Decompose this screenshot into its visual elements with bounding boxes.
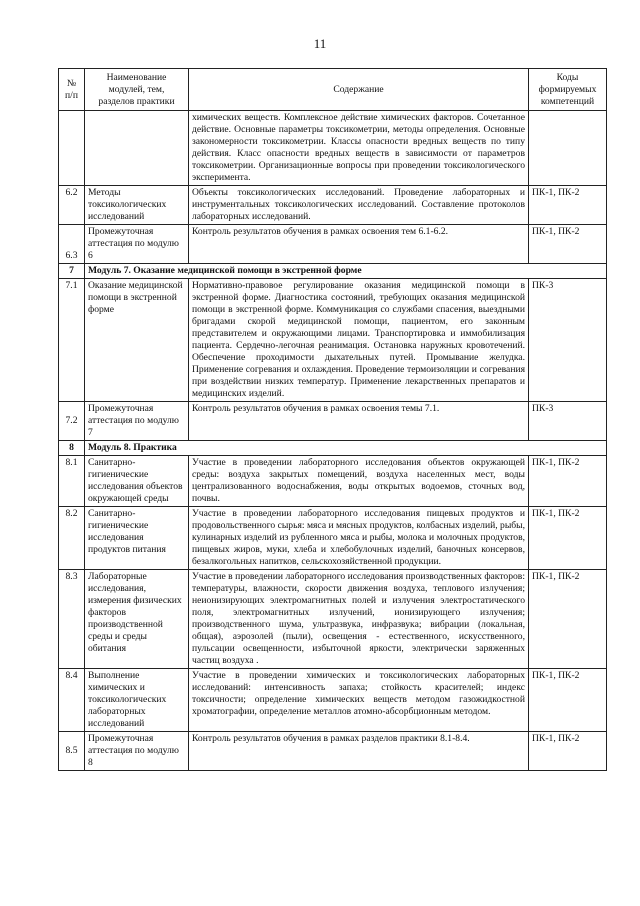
header-content: Содержание xyxy=(189,69,529,111)
row-name: Методы токсикологических исследований xyxy=(85,186,189,225)
row-content: Участие в проведении лабораторного исследования объектов окружающей среды: воздуха закрытых помещений, воздуха населенных мест, воды централизованного водоснабжения, воды открытых водоемов, сточных вод, почвы. xyxy=(189,456,529,507)
module-title: Модуль 8. Практика xyxy=(85,441,607,456)
header-codes: Коды формируемых компетенций xyxy=(529,69,607,111)
row-content: Объекты токсикологических исследований. Проведение лабораторных и инструментальных токсикологических исследований. Составление протоколов лабораторных исследований. xyxy=(189,186,529,225)
table-header xyxy=(59,69,607,111)
row-name xyxy=(85,111,189,186)
table-row xyxy=(59,402,607,441)
row-num: 8.1 xyxy=(59,456,85,507)
row-codes: ПК-1, ПК-2 xyxy=(529,225,607,264)
module-title: Модуль 7. Оказание медицинской помощи в экстренной форме xyxy=(85,264,607,279)
row-content: Нормативно-правовое регулирование оказания медицинской помощи в экстренной форме. Диагностика состояний, требующих оказания медицинской помощи в экстренной форме. Коммуникация со службами спасения, выездными бригадами скорой медицинской помощи, пациентом, его законным представителем и окружающими лицами. Транспортировка и иммобилизация пациента. Сердечно-легочная реанимация. Остановка наружных кровотечений. Обеспечение проходимости дыхательных путей. Промывание желудка. Применение согревания и охлаждения. Проведение термоизоляции и согревания при воздействии низких температур. Применение лекарственных препаратов и медицинских изделий. xyxy=(189,279,529,402)
table-row xyxy=(59,732,607,771)
row-num: 8.2 xyxy=(59,507,85,570)
row-codes: ПК-1, ПК-2 xyxy=(529,732,607,771)
row-codes: ПК-3 xyxy=(529,402,607,441)
row-num: 7.2 xyxy=(59,402,85,441)
table-row xyxy=(59,669,607,732)
row-name: Лабораторные исследования, измерения физических факторов производственной среды и среды обитания xyxy=(85,570,189,669)
row-num: 6.2 xyxy=(59,186,85,225)
row-name: Санитарно-гигиенические исследования продуктов питания xyxy=(85,507,189,570)
row-num: 8.5 xyxy=(59,732,85,771)
row-name: Промежуточная аттестация по модулю 8 xyxy=(85,732,189,771)
module-num: 7 xyxy=(59,264,85,279)
row-num: 8.4 xyxy=(59,669,85,732)
row-codes: ПК-1, ПК-2 xyxy=(529,507,607,570)
row-content: Участие в проведении лабораторного исследования пищевых продуктов и продовольственного сырья: мяса и мясных продуктов, колбасных изделий, рыбы, кулинарных изделий из рубленного мяса и рыбы, молока и молочных продуктов, пищевых жиров, муки, хлеба и хлебобулочных изделий, баночных консервов, безалкогольных напитков, сельскохозяйственной продукции. xyxy=(189,507,529,570)
row-content: Контроль результатов обучения в рамках освоения тем 6.1-6.2. xyxy=(189,225,529,264)
row-codes: ПК-1, ПК-2 xyxy=(529,186,607,225)
row-codes xyxy=(529,111,607,186)
table-row xyxy=(59,225,607,264)
row-content: Участие в проведении лабораторного исследования производственных факторов: температуры, влажности, скорости движения воздуха, теплового излучения; неионизирующих электромагнитных полей и излучения электростатического поля, электромагнитных излучений, ионизирующего излучения; производственного шума, ультразвука, инфразвука; вибрации (локальная, общая), аэрозолей (пыли), освещения - естественного, искусственного, пульсации освещенности, избыточной яркости, электрически заряженных частиц воздуха . xyxy=(189,570,529,669)
row-content: химических веществ. Комплексное действие химических факторов. Сочетанное действие. Основные параметры токсикометрии, методы определения. Основные закономерности токсикометрии. Классы опасности вредных веществ по типу действия. Класс опасности вредных веществ в зависимости от параметров токсикометрии. Организационные вопросы при проведении токсикологического эксперимента. xyxy=(189,111,529,186)
row-name: Санитарно-гигиенические исследования объектов окружающей среды xyxy=(85,456,189,507)
row-name: Оказание медицинской помощи в экстренной форме xyxy=(85,279,189,402)
curriculum-table xyxy=(58,68,607,771)
row-num: 8.3 xyxy=(59,570,85,669)
page-number: 11 xyxy=(313,36,327,51)
row-num: 6.3 xyxy=(59,225,85,264)
row-num: 7.1 xyxy=(59,279,85,402)
header-num: № п/п xyxy=(59,69,85,111)
header-name: Наименование модулей, тем, разделов практики xyxy=(85,69,189,111)
row-codes: ПК-3 xyxy=(529,279,607,402)
row-name: Промежуточная аттестация по модулю 7 xyxy=(85,402,189,441)
row-codes: ПК-1, ПК-2 xyxy=(529,669,607,732)
row-name: Выполнение химических и токсикологических лабораторных исследований xyxy=(85,669,189,732)
row-num xyxy=(59,111,85,186)
table-row xyxy=(59,111,607,186)
row-codes: ПК-1, ПК-2 xyxy=(529,570,607,669)
row-content: Контроль результатов обучения в рамках освоения темы 7.1. xyxy=(189,402,529,441)
row-content: Контроль результатов обучения в рамках разделов практики 8.1-8.4. xyxy=(189,732,529,771)
table-row xyxy=(59,279,607,402)
table-row xyxy=(59,186,607,225)
table-body xyxy=(59,111,607,771)
row-name: Промежуточная аттестация по модулю 6 xyxy=(85,225,189,264)
row-content: Участие в проведении химических и токсикологических лабораторных исследований: интенсивность запаха; стойкость красителей; индекс токсичности; определение химических веществ методом газожидкостной хроматографии, определение металлов атомно-абсорбционным методом. xyxy=(189,669,529,732)
module-row xyxy=(59,264,607,279)
table-row xyxy=(59,570,607,669)
module-row xyxy=(59,441,607,456)
table-row xyxy=(59,456,607,507)
row-codes: ПК-1, ПК-2 xyxy=(529,456,607,507)
table-row xyxy=(59,507,607,570)
module-num: 8 xyxy=(59,441,85,456)
